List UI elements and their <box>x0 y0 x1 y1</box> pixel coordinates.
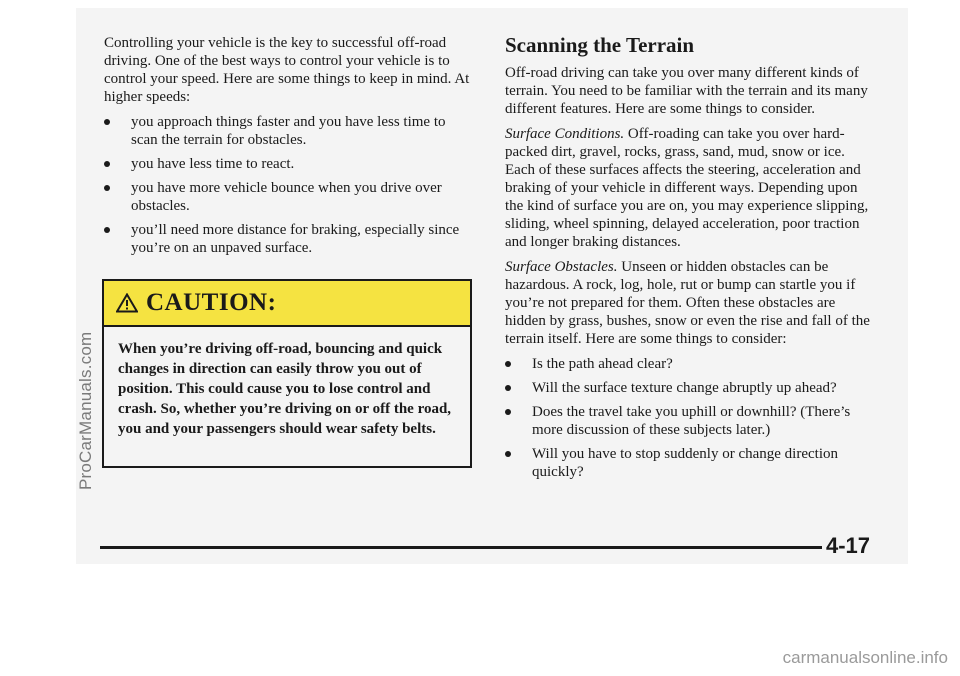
list-item: you have less time to react. <box>104 155 474 173</box>
watermark-bottom: carmanualsonline.info <box>782 648 948 667</box>
list-item: you’ll need more distance for braking, especially since you’re on an unpaved surface. <box>104 221 474 257</box>
caution-box <box>102 279 472 468</box>
surface-conditions-paragraph: Surface Conditions. Off-roading can take you over hard-packed dirt, gravel, rocks, grass, sand, mud, snow or ice. Each of these surfaces affects the steering, acceleration and braking of your vehicle in different ways. Depending upon the kind of surface you are on, you may experience slipping, sliding, wheel spinning, delayed acceleration, poor traction and longer braking distances. <box>505 126 869 250</box>
caution-banner <box>104 281 470 327</box>
caution-text: When you’re driving off-road, bouncing and quick changes in direction can easily throw you out of position. This could cause you to lose control and crash. So, whether you’re driving on or off the road, you and your passengers should wear safety belts. <box>118 341 452 437</box>
list-item: you approach things faster and you have less time to scan the terrain for obstacles. <box>104 113 474 149</box>
warning-triangle-icon <box>116 293 138 313</box>
bullet-icon <box>505 385 511 391</box>
list-item: Is the path ahead clear? <box>505 355 877 373</box>
list-item: Will you have to stop suddenly or change direction quickly? <box>505 445 877 481</box>
section-title: Scanning the Terrain <box>505 33 695 57</box>
surface-conditions-label: Surface Conditions. <box>505 126 625 142</box>
list-item: Will the surface texture change abruptly up ahead? <box>505 379 877 397</box>
bullet-icon <box>505 361 511 367</box>
bullet-icon <box>505 451 511 457</box>
bullet-icon <box>104 185 110 191</box>
left-column <box>104 34 474 263</box>
intro-paragraph: Controlling your vehicle is the key to successful off-road driving. One of the best ways to control your vehicle is to control your speed. Here are some things to keep in mind. At higher speeds: <box>104 35 470 105</box>
bullet-icon <box>505 409 511 415</box>
surface-obstacles-paragraph: Surface Obstacles. Unseen or hidden obstacles can be hazardous. A rock, log, hole, rut or bump can startle you if you’re not prepared for them. Often these obstacles are hidden by grass, bushes, snow or even the rise and fall of the terrain itself. Here are some things to consider: <box>505 259 870 347</box>
caution-title: CAUTION: <box>146 289 277 316</box>
right-column <box>505 34 877 487</box>
bullet-icon <box>104 161 110 167</box>
speed-bullet-list <box>104 113 474 257</box>
bullet-icon <box>104 227 110 233</box>
surface-obstacles-label: Surface Obstacles. <box>505 259 618 275</box>
footer-rule <box>100 546 822 549</box>
page-number: 4-17 <box>826 533 871 558</box>
terrain-intro: Off-road driving can take you over many different kinds of terrain. You need to be familiar with the terrain and its many different features. Here are some things to consider. <box>505 65 868 117</box>
list-item: Does the travel take you uphill or downhill? (There’s more discussion of these subjects later.) <box>505 403 877 439</box>
watermark-left: ProCarManuals.com <box>76 331 95 490</box>
list-item: you have more vehicle bounce when you drive over obstacles. <box>104 179 474 215</box>
bullet-icon <box>104 119 110 125</box>
obstacle-bullet-list <box>505 355 877 481</box>
